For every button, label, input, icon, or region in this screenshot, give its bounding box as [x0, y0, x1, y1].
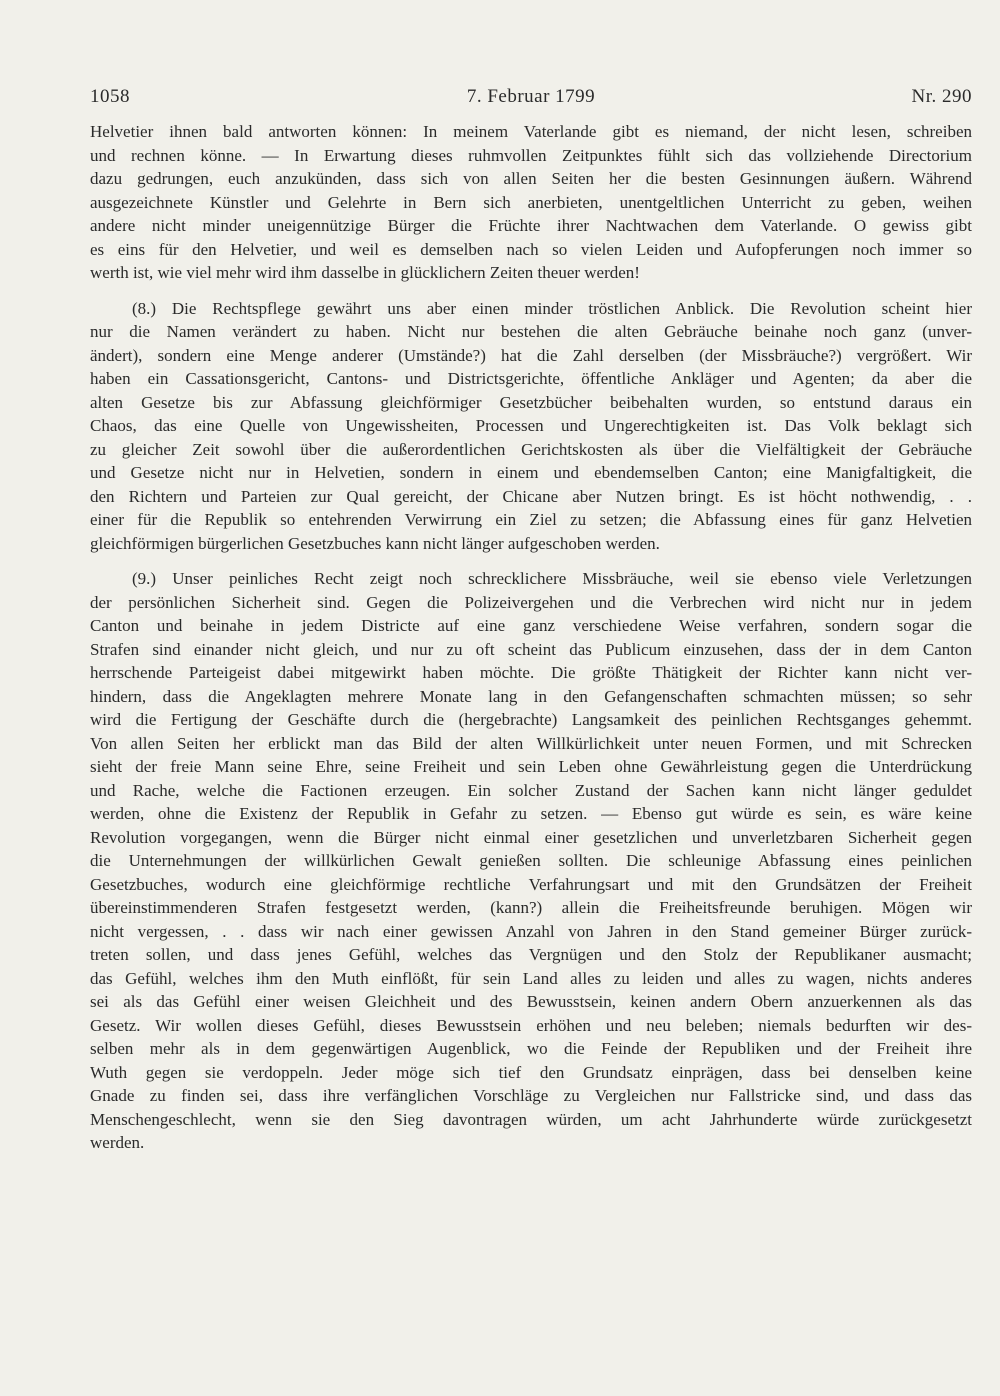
- text-line: werden, ohne die Existenz der Republik in Gefahr zu setzen. — Ebenso gut würde es sein, es wäre keine: [90, 804, 972, 823]
- text-line: (9.) Unser peinliches Recht zeigt noch schrecklichere Missbräuche, weil sie ebenso viele Verletzungen: [132, 569, 972, 588]
- text-line: alten Gesetze bis zur Abfassung gleichförmiger Gesetzbücher beibehalten wurden, so entstund daraus ein: [90, 392, 972, 412]
- text-line: Wuth gegen sie verdoppeln. Jeder möge sich tief den Grundsatz einprägen, dass bei denselben keine: [90, 1062, 972, 1082]
- document-number: Nr. 290: [911, 86, 972, 107]
- text-line: (8.) Die Rechtspflege gewährt uns aber einen minder tröstlichen Anblick. Die Revolution scheint hier: [132, 298, 972, 318]
- text-line: Menschengeschlecht, wenn sie den Sieg davontragen würden, um acht Jahrhunderte würde zurückgesetzt: [90, 1109, 972, 1129]
- text-line: zu gleicher Zeit sowohl über die außerordentlichen Gerichtskosten als über die Vielfältigkeit der Gebräuche: [90, 439, 972, 459]
- text-line: Gesetz. Wir wollen dieses Gefühl, dieses Bewusstsein erhöhen und neu beleben; niemals bedurften wir des-: [90, 1015, 972, 1035]
- text-line: werden.: [90, 1133, 145, 1152]
- paragraph-8: [90, 297, 972, 556]
- header-date: 7. Februar 1799: [466, 86, 596, 107]
- text-line: Chaos, das eine Quelle von Ungewissheiten, Processen und Ungerechtigkeiten ist. Das Volk beklagt sich: [90, 416, 972, 435]
- text-line: werth ist, wie viel mehr wird ihm dasselbe in glücklichern Zeiten theuer werden!: [90, 263, 640, 282]
- text-line: haben ein Cassationsgericht, Cantons- und Districtsgerichte, öffentliche Ankläger und Agenten; da aber die: [90, 369, 972, 388]
- text-line: übereinstimmenderen Strafen festgesetzt werden, (kann?) allein die Freiheitsfreunde beruhigen. Mögen wir: [90, 898, 972, 917]
- text-line: Canton und beinahe in jedem Districte auf eine ganz verschiedene Weise verfahren, sondern sogar die: [90, 616, 972, 635]
- text-line: und Rache, welche die Factionen erzeugen. Ein solcher Zustand der Sachen kann nicht länger geduldet: [90, 780, 972, 800]
- text-line: sieht der freie Mann seine Ehre, seine Freiheit und sein Leben ohne Gewährleistung gegen die Unterdrückung: [90, 757, 972, 776]
- running-header: [90, 86, 972, 114]
- paragraph-9: [90, 567, 972, 1155]
- body-text: [90, 120, 972, 1155]
- text-line: andere nicht minder uneigennützige Bürger die Früchte ihrer Nachtwachen dem Vaterlande. O gewiss gibt: [90, 216, 972, 235]
- text-line: Helvetier ihnen bald antworten können: In meinem Vaterlande gibt es niemand, der nicht lesen, schreiben: [90, 122, 972, 141]
- text-line: selben mehr als in dem gegenwärtigen Augenblick, wo die Feinde der Republiken und der Freiheit ihre: [90, 1039, 972, 1058]
- text-line: wird die Fertigung der Geschäfte durch die (hergebrachte) Langsamkeit des peinlichen Rechtsganges gehemmt.: [90, 710, 972, 729]
- page-number: 1058: [90, 86, 130, 107]
- text-line: ändert), sondern eine Menge anderer (Umstände?) hat die Zahl derselben (der Missbräuche?) vergrößert. Wir: [90, 345, 972, 365]
- text-line: Revolution vorgegangen, wenn die Bürger nicht einmal einer gesetzlichen und unverletzbaren Sicherheit gegen: [90, 827, 972, 847]
- text-line: es eins für den Helvetier, und weil es demselben nach so vielen Leiden und Aufopferungen noch immer so: [90, 239, 972, 259]
- text-line: Gnade zu finden sei, dass ihre verfänglichen Vorschläge zu Vergleichen nur Fallstricke sind, und dass das: [90, 1086, 972, 1105]
- text-line: Strafen sind einander nicht gleich, und nur zu oft scheint das Publicum einzusehen, dass der in dem Canton: [90, 639, 972, 659]
- text-line: die Unternehmungen der willkürlichen Gewalt genießen sollten. Die schleunige Abfassung eines peinlichen: [90, 851, 972, 870]
- text-line: nur die Namen verändert zu haben. Nicht nur bestehen die alten Gebräuche beinahe noch ganz (unver-: [90, 322, 972, 341]
- text-line: und Gesetze nicht nur in Helvetien, sondern in einem und ebendemselben Canton; eine Manigfaltigkeit, die: [90, 463, 972, 482]
- text-line: Gesetzbuches, wodurch eine gleichförmige rechtliche Verfahrungsart und mit den Grundsätzen der Freiheit: [90, 874, 972, 894]
- text-line: ausgezeichnete Künstler und Gelehrte in Bern sich anerbieten, unentgeltlichen Unterricht zu geben, weihen: [90, 192, 972, 212]
- text-line: und rechnen könne. — In Erwartung dieses ruhmvollen Zeitpunktes fühlt sich das vollziehende Directorium: [90, 145, 972, 165]
- paragraph: [90, 120, 972, 285]
- text-line: dazu gedrungen, euch anzukünden, dass sich von allen Seiten her die besten Gesinnungen äußern. Während: [90, 169, 972, 188]
- text-line: treten sollen, und dass jenes Gefühl, welches das Vergnügen und den Stolz der Republikaner ausmacht;: [90, 945, 972, 964]
- text-line: der persönlichen Sicherheit sind. Gegen die Polizeivergehen und die Verbrechen wird nicht nur in jedem: [90, 592, 972, 612]
- text-line: herrschende Parteigeist dabei mitgewirkt haben möchte. Die größte Thätigkeit der Richter kann nicht ver-: [90, 663, 972, 682]
- text-line: das Gefühl, welches ihm den Muth einflößt, für sein Land alles zu leiden und alles zu wagen, nichts anderes: [90, 968, 972, 988]
- text-line: sei als das Gefühl einer weisen Gleichheit und des Bewusstsein, keinen andern Obern anzuerkennen als das: [90, 992, 972, 1011]
- text-line: Von allen Seiten her erblickt man das Bild der alten Willkürlichkeit unter neuen Formen, und mit Schrecken: [90, 733, 972, 753]
- text-line: einer für die Republik so entehrenden Verwirrung ein Ziel zu setzen; die Abfassung eines für ganz Helvetien: [90, 510, 972, 529]
- text-line: gleichförmigen bürgerlichen Gesetzbuches kann nicht länger aufgeschoben werden.: [90, 533, 660, 553]
- text-line: hindern, dass die Angeklagten mehrere Monate lang in den Gefangenschaften schmachten müssen; so sehr: [90, 686, 972, 706]
- text-line: den Richtern und Parteien zur Qual gereicht, der Chicane aber Nutzen bringt. Es ist höcht nothwendig, . .: [90, 486, 972, 506]
- text-line: nicht vergessen, . . dass wir nach einer gewissen Anzahl von Jahren in den Stand gemeiner Bürger zurück-: [90, 921, 972, 941]
